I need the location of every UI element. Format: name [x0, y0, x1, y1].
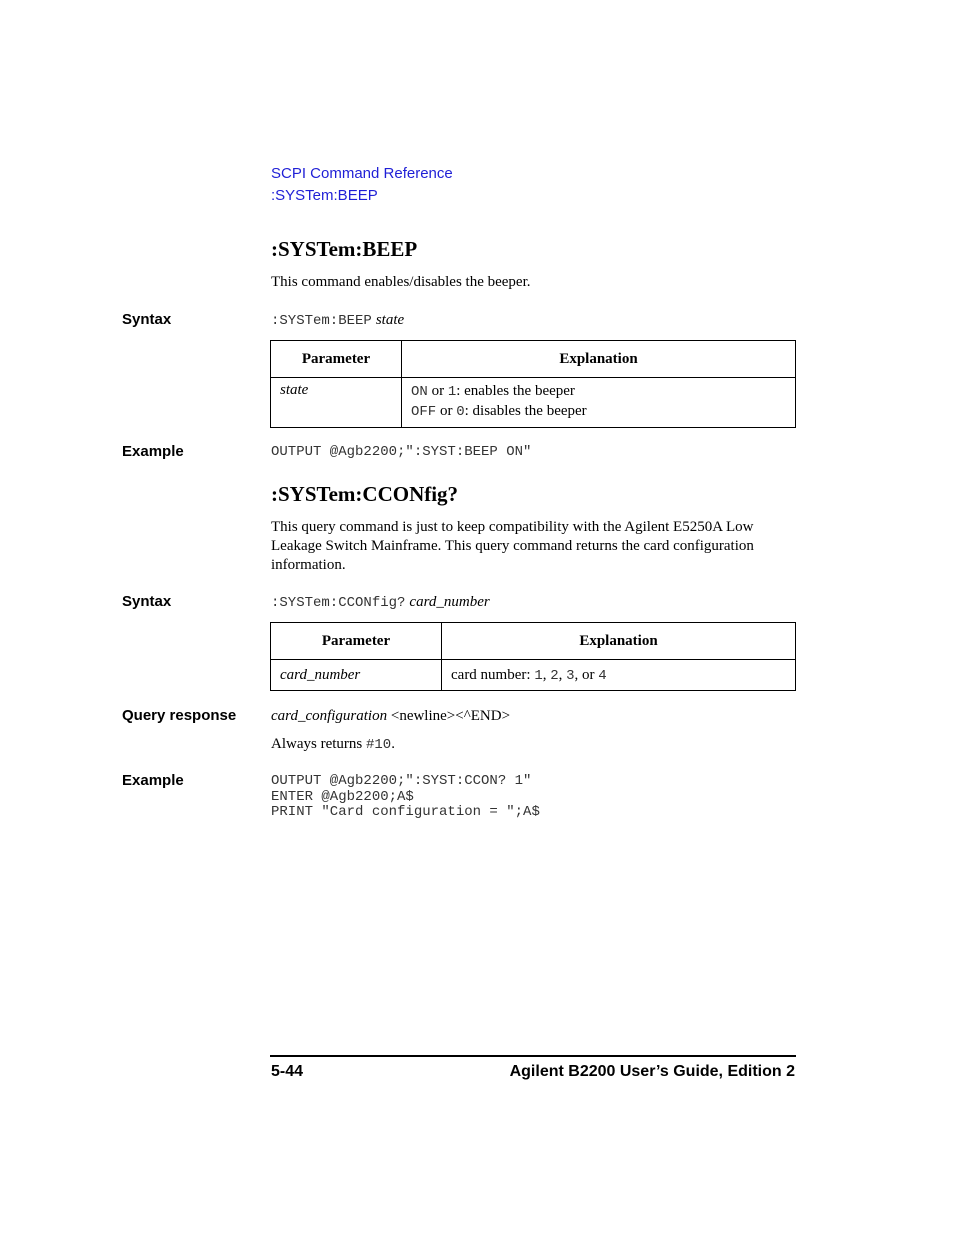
- footer-rule: [270, 1055, 796, 1057]
- beep-description: This command enables/disables the beeper.: [271, 274, 531, 290]
- beep-title: :SYSTem:BEEP: [271, 237, 418, 261]
- cconfig-always-returns: Always returns #10.: [271, 736, 395, 753]
- breadcrumb-section-link[interactable]: SCPI Command Reference: [271, 165, 453, 182]
- beep-table-header-parameter: Parameter: [271, 341, 402, 378]
- cconfig-syntax: [271, 593, 490, 611]
- beep-syntax-label: Syntax: [122, 311, 172, 328]
- beep-syntax-command: :SYSTem:BEEP: [271, 313, 372, 329]
- cconfig-example-label: Example: [122, 772, 184, 789]
- cconfig-parameter-table: [270, 622, 796, 691]
- cconfig-table-header-parameter: Parameter: [271, 623, 442, 660]
- breadcrumb-current-link[interactable]: :SYSTem:BEEP: [271, 187, 378, 204]
- cconfig-table-explanation: card number: 1, 2, 3, or 4: [442, 660, 796, 691]
- beep-table-header-explanation: Explanation: [402, 341, 796, 378]
- cconfig-example-line: PRINT "Card configuration = ";A$: [271, 804, 540, 820]
- cconfig-example-code: [271, 774, 540, 821]
- cconfig-syntax-command: :SYSTem:CCONfig?: [271, 595, 406, 611]
- beep-syntax-param: state: [375, 312, 405, 328]
- beep-parameter-table: [270, 340, 796, 428]
- cconfig-syntax-label: Syntax: [122, 593, 172, 610]
- cconfig-table-header-explanation: Explanation: [442, 623, 796, 660]
- cconfig-example-line: ENTER @Agb2200;A$: [271, 788, 414, 805]
- cconfig-query-label: Query response: [122, 707, 237, 724]
- cconfig-syntax-param: card_number: [409, 594, 490, 610]
- beep-syntax: [271, 311, 404, 329]
- beep-example-label: Example: [122, 443, 184, 460]
- footer-guide-title: Agilent B2200 User’s Guide, Edition 2: [509, 1063, 795, 1080]
- beep-table-explanation: [402, 378, 796, 428]
- cconfig-query-response: card_configuration <newline><^END>: [271, 708, 511, 724]
- cconfig-description: This query command is just to keep compatibility with the Agilent E5250A Low Leakage Switch Mainframe. This query command returns the card configuration information.: [271, 519, 754, 573]
- cconfig-title: :SYSTem:CCONfig?: [271, 482, 459, 506]
- beep-explanation-on: ON or 1: enables the beeper: [411, 383, 575, 400]
- cconfig-table-param: card_number: [271, 660, 442, 691]
- beep-table-param: state: [271, 378, 402, 428]
- footer-page-number: 5-44: [271, 1063, 304, 1080]
- beep-example-code: OUTPUT @Agb2200;":SYST:BEEP ON": [271, 444, 532, 460]
- beep-explanation-off: OFF or 0: disables the beeper: [411, 403, 587, 420]
- cconfig-example-line: OUTPUT @Agb2200;":SYST:CCON? 1": [271, 773, 532, 789]
